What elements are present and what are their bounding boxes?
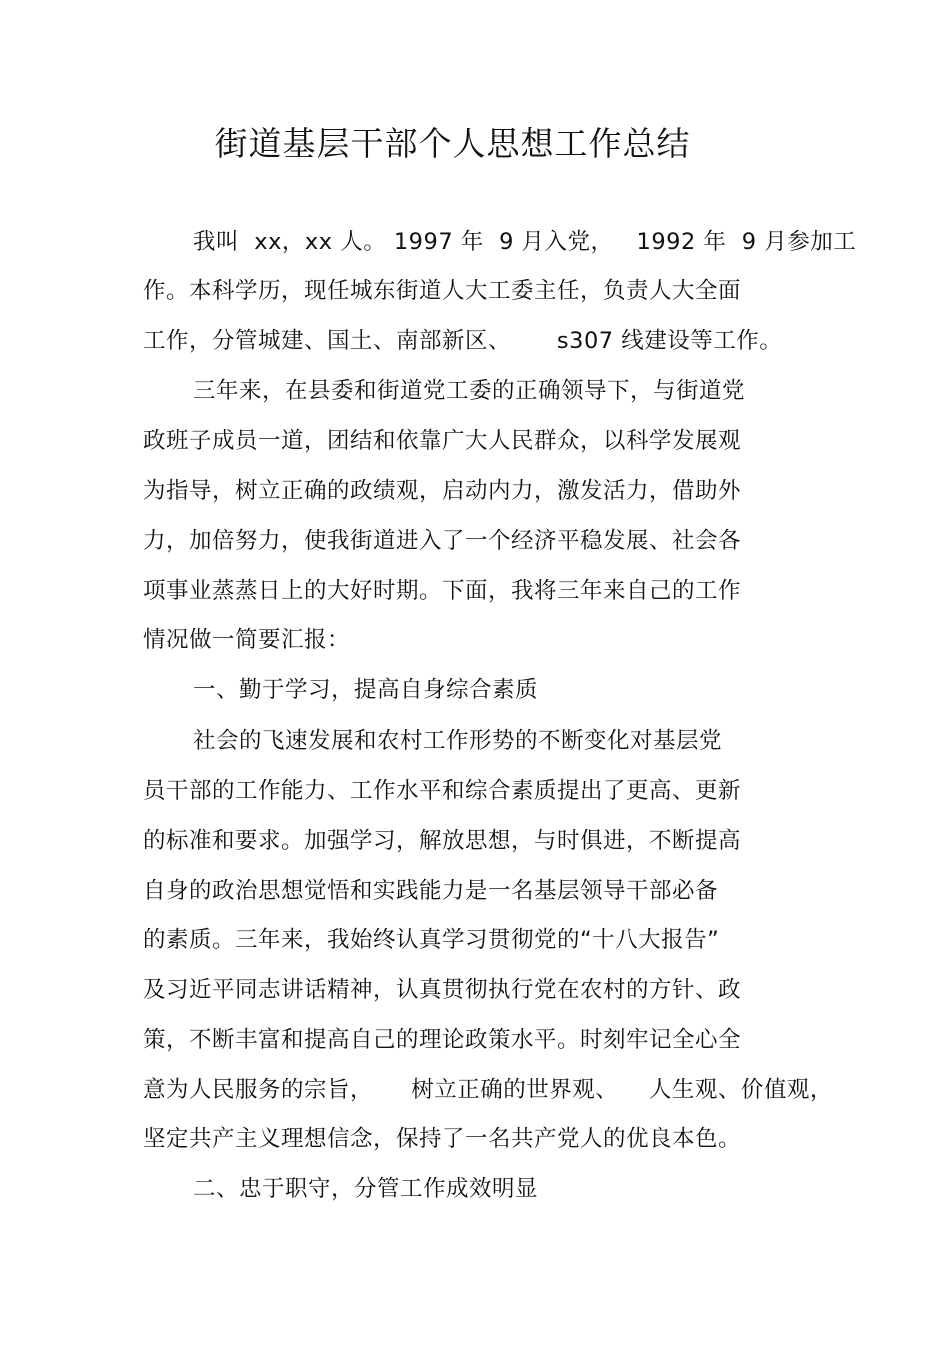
paragraph-line: 为指导，树立正确的政绩观，启动内力，激发活力，借助外: [143, 478, 742, 504]
paragraph-line: 坚定共产主义理想信念，保持了一名共产党人的优良本色。: [143, 1126, 742, 1152]
paragraph-line: 政班子成员一道，团结和依靠广大人民群众，以科学发展观: [143, 428, 742, 454]
paragraph-line: 的素质。三年来，我始终认真学习贯彻党的“十八大报告”: [143, 927, 720, 953]
section-heading: 二、忠于职守，分管工作成效明显: [193, 1176, 539, 1202]
paragraph-line: 力，加倍努力，使我街道进入了一个经济平稳发展、社会各: [143, 528, 742, 554]
paragraph-line: 三年来，在县委和街道党工委的正确领导下，与街道党: [193, 378, 746, 404]
paragraph-line: 的标准和要求。加强学习，解放思想，与时俱进，不断提高: [143, 828, 742, 854]
paragraph-line: 项事业蒸蒸日上的大好时期。下面，我将三年来自己的工作: [143, 578, 742, 604]
paragraph-line: 策，不断丰富和提高自己的理论政策水平。时刻牢记全心全: [143, 1027, 742, 1053]
paragraph-line: 我叫 xx，xx 人。 1997 年 9 月入党， 1992 年 9 月参加工: [193, 229, 857, 255]
paragraph-line: 作。本科学历，现任城东街道人大工委主任，负责人大全面: [143, 278, 742, 304]
document-title: 街道基层干部个人思想工作总结: [214, 124, 691, 163]
paragraph-line: 员干部的工作能力、工作水平和综合素质提出了更高、更新: [143, 778, 742, 804]
paragraph-line: 及习近平同志讲话精神，认真贯彻执行党在农村的方针、政: [143, 977, 742, 1003]
paragraph-line: 情况做一简要汇报：: [143, 627, 351, 653]
paragraph-line: 自身的政治思想觉悟和实践能力是一名基层领导干部必备: [143, 878, 719, 904]
section-heading: 一、勤于学习，提高自身综合素质: [193, 677, 539, 703]
paragraph-line: 意为人民服务的宗旨， 树立正确的世界观、 人生观、价值观，: [143, 1077, 833, 1103]
paragraph-line: 社会的飞速发展和农村工作形势的不断变化对基层党: [193, 728, 723, 754]
paragraph-line: 工作，分管城建、国土、南部新区、 s307 线建设等工作。: [143, 328, 783, 354]
